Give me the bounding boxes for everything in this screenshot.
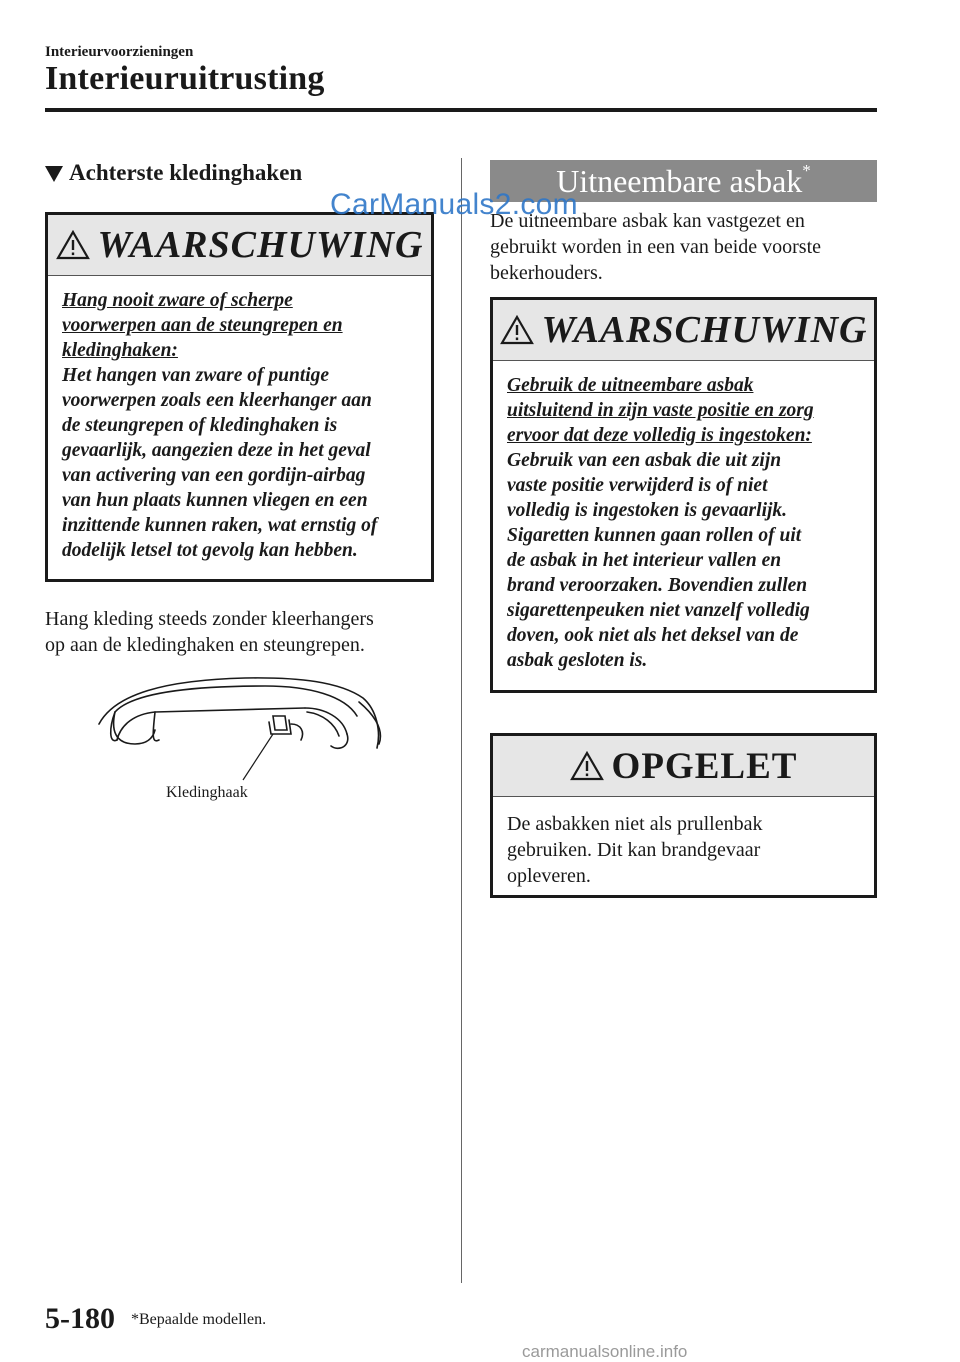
warning-text-line: asbak gesloten is. xyxy=(507,650,648,671)
warning-lead-line: voorwerpen aan de steungrepen en xyxy=(62,315,343,336)
footer-watermark: carmanualsonline.info xyxy=(522,1342,688,1361)
warning-lead-line: ervoor dat deze volledig is ingestoken: xyxy=(507,425,812,446)
caution-title: OPGELET xyxy=(611,745,798,787)
warning-text-line: van hun plaats kunnen vliegen en een xyxy=(62,490,368,511)
warning-lead-line: Hang nooit zware of scherpe xyxy=(62,290,293,311)
section-label: Interieurvoorzieningen xyxy=(45,44,194,60)
caution-box xyxy=(490,733,877,898)
warning-text-line: van activering van een gordijn-airbag xyxy=(62,465,366,486)
warning-body xyxy=(48,276,431,563)
warning-box-hooks xyxy=(45,212,434,582)
warning-text-line: de asbak in het interieur vallen en xyxy=(507,550,782,571)
warning-text-line: vaste positie verwijderd is of niet xyxy=(507,475,768,496)
section-title: Uitneembare asbak xyxy=(556,162,803,199)
intro-line: De uitneembare asbak kan vastgezet en xyxy=(490,210,805,232)
body-line: op aan de kledinghaken en steungrepen. xyxy=(45,634,365,656)
intro-line: bekerhouders. xyxy=(490,262,603,284)
caution-line: gebruiken. Dit kan brandgevaar xyxy=(507,839,761,861)
warning-text-line: Sigaretten kunnen gaan rollen of uit xyxy=(507,525,802,546)
warning-header xyxy=(48,215,431,276)
triangle-bullet-icon xyxy=(45,166,63,182)
caution-line: opleveren. xyxy=(507,865,591,887)
watermark-logo: CarManuals2.com xyxy=(330,188,578,221)
caution-header xyxy=(493,736,874,797)
subheading-text: Achterste kledinghaken xyxy=(69,160,303,185)
caution-line: De asbakken niet als prullenbak xyxy=(507,813,763,835)
illustration-label: Kledinghaak xyxy=(166,784,248,801)
warning-title: WAARSCHUWING xyxy=(541,309,868,351)
warning-text-line: Het hangen van zware of puntige xyxy=(62,365,330,386)
warning-text-line: Gebruik van een asbak die uit zijn xyxy=(507,450,782,471)
warning-text-line: sigarettenpeuken niet vanzelf volledig xyxy=(507,600,810,621)
grab-handle-illustration xyxy=(95,672,395,782)
page-title: Interieuruitrusting xyxy=(45,60,325,97)
warning-lead-line: kledinghaken: xyxy=(62,340,178,361)
column-divider xyxy=(461,158,462,1283)
warning-lead-line: uitsluitend in zijn vaste positie en zorg xyxy=(507,400,814,421)
body-paragraph xyxy=(45,606,374,658)
page-number: 5-180 xyxy=(45,1302,115,1335)
warning-text-line: volledig is ingestoken is gevaarlijk. xyxy=(507,500,788,521)
warning-triangle-icon xyxy=(500,315,534,345)
header-rule xyxy=(45,108,877,112)
intro-paragraph xyxy=(490,208,821,286)
warning-lead-line: Gebruik de uitneembare asbak xyxy=(507,375,754,396)
warning-triangle-icon xyxy=(570,751,604,781)
footnote: *Bepaalde modellen. xyxy=(131,1311,267,1328)
warning-text-line: gevaarlijk, aangezien deze in het geval xyxy=(62,440,371,461)
warning-box-ashtray xyxy=(490,297,877,693)
footnote-mark: * xyxy=(802,161,811,180)
warning-body xyxy=(493,361,874,673)
warning-triangle-icon xyxy=(56,230,90,260)
warning-text-line: dodelijk letsel tot gevolg kan hebben. xyxy=(62,540,358,561)
warning-header xyxy=(493,300,874,361)
warning-text-line: voorwerpen zoals een kleerhanger aan xyxy=(62,390,372,411)
warning-title: WAARSCHUWING xyxy=(97,224,424,266)
intro-line: gebruikt worden in een van beide voorste xyxy=(490,236,822,258)
warning-text-line: brand veroorzaken. Bovendien zullen xyxy=(507,575,808,596)
warning-text-line: inzittende kunnen raken, wat ernstig of xyxy=(62,515,378,536)
warning-text-line: de steungrepen of kledinghaken is xyxy=(62,415,338,436)
body-line: Hang kleding steeds zonder kleerhangers xyxy=(45,608,374,630)
warning-text-line: doven, ook niet als het deksel van de xyxy=(507,625,799,646)
subheading xyxy=(45,160,302,186)
caution-body xyxy=(493,797,874,889)
